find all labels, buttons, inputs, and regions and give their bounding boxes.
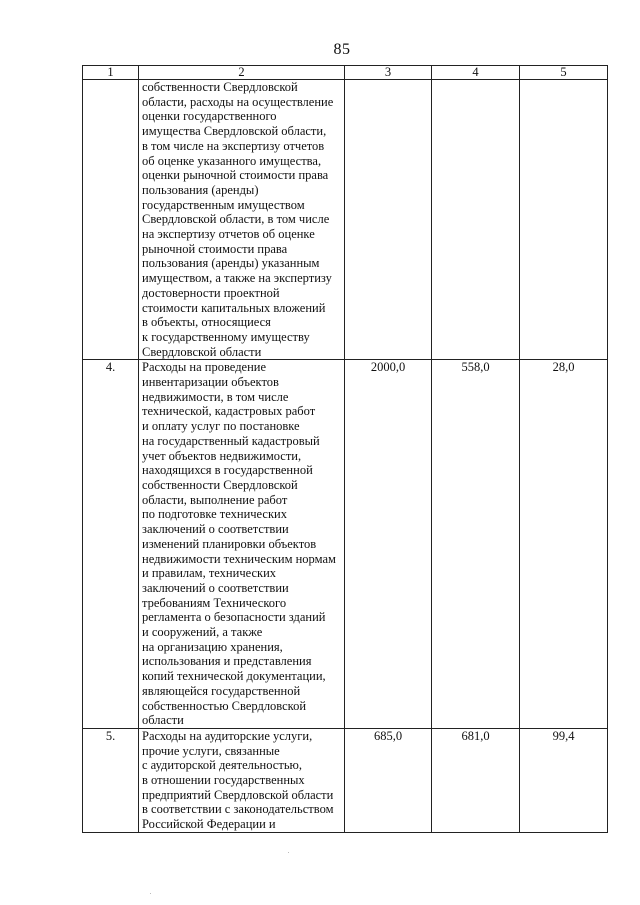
- description-line: являющейся государственной: [142, 683, 301, 698]
- description-line: об оценке указанного имущества,: [142, 153, 322, 168]
- table-row: [83, 80, 608, 360]
- description-line: инвентаризации объектов: [142, 375, 279, 390]
- header-cell-1: 1: [83, 66, 139, 80]
- header-cell-3: 3: [345, 66, 432, 80]
- description-line: на организацию хранения,: [142, 639, 283, 654]
- description-line: имущества Свердловской области,: [142, 124, 327, 139]
- description-line: оценки рыночной стоимости права: [142, 168, 329, 183]
- description-line: области, расходы на осуществление: [142, 94, 334, 109]
- row-description: [139, 360, 345, 729]
- row-description: [139, 80, 345, 360]
- description-line: рыночной стоимости права: [142, 241, 288, 256]
- header-cell-2: 2: [139, 66, 345, 80]
- description-line: собственностью Свердловской: [142, 698, 307, 713]
- description-line: изменений планировки объектов: [142, 536, 317, 551]
- description-line: копий технической документации,: [142, 669, 326, 684]
- description-line: на государственный кадастровый: [142, 433, 320, 448]
- scan-speck: [150, 893, 151, 894]
- description-line: собственности Свердловской: [142, 80, 298, 94]
- description-line: пользования (аренды) указанным: [142, 256, 320, 271]
- row-description: [139, 728, 345, 832]
- description-line: и сооружений, а также: [142, 625, 263, 640]
- table-header-row: [83, 66, 608, 80]
- budget-table: [82, 65, 608, 833]
- description-line: в объекты, относящиеся: [142, 315, 271, 330]
- header-cell-5: 5: [520, 66, 608, 80]
- description-line: с аудиторской деятельностью,: [142, 758, 302, 773]
- description-line: предприятий Свердловской области: [142, 787, 334, 802]
- page-number: 85: [333, 41, 351, 58]
- description-line: к государственному имуществу: [142, 329, 310, 344]
- description-line: и оплату услуг по постановке: [142, 419, 300, 434]
- row-value-col3: [345, 80, 432, 360]
- description-line: использования и представления: [142, 654, 312, 669]
- description-line: по подготовке технических: [142, 507, 287, 522]
- description-line: учет объектов недвижимости,: [142, 448, 302, 463]
- row-value-col5: [520, 80, 608, 360]
- description-line: Свердловской области: [142, 344, 262, 359]
- row-value-col3: 2000,0: [345, 360, 432, 729]
- description-line: достоверности проектной: [142, 285, 280, 300]
- description-line: находящихся в государственной: [142, 463, 313, 478]
- description-line: пользования (аренды): [142, 182, 259, 197]
- header-cell-4: 4: [432, 66, 520, 80]
- row-value-col4: 558,0: [432, 360, 520, 729]
- description-line: регламента о безопасности зданий: [142, 610, 326, 625]
- table-row: [83, 360, 608, 729]
- description-line: собственности Свердловской: [142, 477, 298, 492]
- description-line: государственным имуществом: [142, 197, 305, 212]
- description-line: в отношении государственных: [142, 773, 305, 788]
- description-line: в соответствии с законодательством: [142, 802, 334, 817]
- description-line: требованиям Технического: [142, 595, 287, 610]
- description-line: недвижимости техническим нормам: [142, 551, 336, 566]
- description-line: недвижимости, в том числе: [142, 389, 289, 404]
- description-line: на экспертизу отчетов об оценке: [142, 227, 315, 242]
- table-row: [83, 728, 608, 832]
- description-line: и правилам, технических: [142, 566, 277, 581]
- description-line: Расходы на проведение: [142, 360, 267, 375]
- description-line: заключений о соответствии: [142, 580, 289, 595]
- description-line: области: [142, 713, 184, 728]
- scan-speck: [288, 852, 289, 853]
- description-line: имуществом, а также на экспертизу: [142, 271, 332, 286]
- description-line: заключений о соответствии: [142, 522, 289, 537]
- description-line: в том числе на экспертизу отчетов: [142, 138, 325, 153]
- row-value-col5: 99,4: [520, 728, 608, 832]
- description-line: Свердловской области, в том числе: [142, 212, 330, 227]
- description-line: оценки государственного: [142, 109, 277, 124]
- row-number: 5.: [83, 728, 139, 832]
- row-value-col4: 681,0: [432, 728, 520, 832]
- row-number: 4.: [83, 360, 139, 729]
- row-value-col4: [432, 80, 520, 360]
- description-line: области, выполнение работ: [142, 492, 288, 507]
- row-value-col5: 28,0: [520, 360, 608, 729]
- description-line: Российской Федерации и: [142, 817, 276, 832]
- description-line: Расходы на аудиторские услуги,: [142, 728, 313, 743]
- description-line: технической, кадастровых работ: [142, 404, 316, 419]
- row-value-col3: 685,0: [345, 728, 432, 832]
- description-line: прочие услуги, связанные: [142, 743, 280, 758]
- description-line: стоимости капитальных вложений: [142, 300, 326, 315]
- row-number: [83, 80, 139, 360]
